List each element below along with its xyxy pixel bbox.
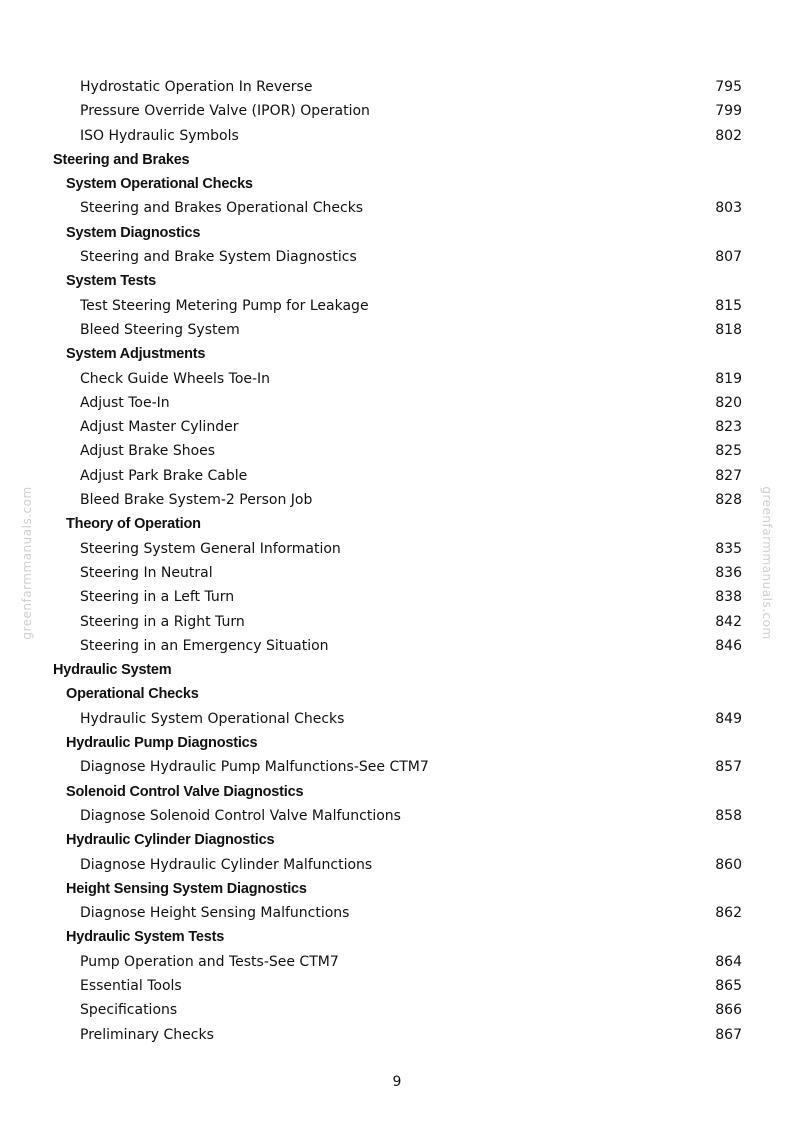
toc-entry-title: Steering in a Left Turn: [80, 589, 235, 606]
toc-subsection-heading: [0, 877, 794, 901]
toc-entry-page-number: 866: [715, 1002, 742, 1019]
toc-entry-page-number: 825: [715, 443, 742, 460]
toc-entry-page-number: 827: [715, 467, 742, 484]
watermark-left: greenfarmmanuals.com: [20, 486, 34, 640]
toc-entry-page-number: 799: [715, 103, 742, 120]
toc-entry-title: Hydraulic Pump Diagnostics: [66, 735, 258, 752]
toc-entry-page-number: 846: [715, 637, 742, 654]
toc-entry[interactable]: [0, 124, 794, 148]
toc-subsection-heading: [0, 269, 794, 293]
toc-entry[interactable]: [0, 974, 794, 998]
toc-subsection-heading: [0, 780, 794, 804]
toc-entry-title: Check Guide Wheels Toe-In: [80, 370, 271, 387]
toc-entry-page-number: 815: [715, 297, 742, 314]
toc-entry-page-number: 802: [715, 127, 742, 144]
toc-entry[interactable]: [0, 950, 794, 974]
toc-entry[interactable]: [0, 561, 794, 585]
toc-entry-title: Steering in an Emergency Situation: [80, 637, 329, 654]
toc-entry-title: Steering in a Right Turn: [80, 613, 245, 630]
toc-entry-page-number: 820: [715, 394, 742, 411]
toc-entry-title: Specifications: [80, 1002, 178, 1019]
toc-entry-title: Steering System General Information: [80, 540, 341, 557]
toc-entry-title: Solenoid Control Valve Diagnostics: [66, 783, 304, 800]
toc-entry[interactable]: [0, 464, 794, 488]
toc-entry[interactable]: [0, 415, 794, 439]
toc-entry-title: Adjust Park Brake Cable: [80, 467, 248, 484]
toc-entry-title: Adjust Brake Shoes: [80, 443, 216, 460]
toc-entry-page-number: 795: [715, 79, 742, 95]
toc-entry-title: Test Steering Metering Pump for Leakage: [80, 297, 369, 314]
toc-entry-title: Hydraulic System Operational Checks: [80, 710, 345, 727]
toc-entry[interactable]: [0, 1023, 794, 1047]
toc-entry[interactable]: [0, 245, 794, 269]
toc-entry-title: Theory of Operation: [66, 516, 201, 533]
toc-entry[interactable]: [0, 99, 794, 123]
toc-entry-title: Hydraulic System: [53, 662, 172, 679]
toc-entry-title: Preliminary Checks: [80, 1026, 214, 1043]
toc-entry-title: Hydraulic System Tests: [66, 929, 225, 946]
toc-entry[interactable]: [0, 804, 794, 828]
toc-entry[interactable]: [0, 367, 794, 391]
toc-subsection-heading: [0, 512, 794, 536]
toc-entry[interactable]: [0, 853, 794, 877]
toc-entry[interactable]: [0, 537, 794, 561]
toc-entry-page-number: 838: [715, 589, 742, 606]
toc-entry-title: Diagnose Height Sensing Malfunctions: [80, 905, 350, 922]
toc-subsection-heading: [0, 925, 794, 949]
toc-entry[interactable]: [0, 998, 794, 1022]
toc-entry-title: Hydrostatic Operation In Reverse: [80, 79, 313, 95]
toc-entry-page-number: 842: [715, 613, 742, 630]
toc-entry-title: Height Sensing System Diagnostics: [66, 880, 307, 897]
toc-entry[interactable]: [0, 585, 794, 609]
toc-subsection-heading: [0, 682, 794, 706]
toc-entry[interactable]: [0, 391, 794, 415]
toc-entry-title: Steering and Brake System Diagnostics: [80, 249, 357, 266]
toc-entry-page-number: 858: [715, 807, 742, 824]
toc-subsection-heading: [0, 172, 794, 196]
toc-entry-page-number: 857: [715, 759, 742, 776]
toc-entry[interactable]: [0, 318, 794, 342]
toc-entry-page-number: 864: [715, 953, 742, 970]
toc-entry[interactable]: [0, 294, 794, 318]
table-of-contents: [0, 75, 794, 1047]
toc-entry[interactable]: [0, 610, 794, 634]
toc-entry[interactable]: [0, 488, 794, 512]
toc-subsection-heading: [0, 731, 794, 755]
watermark-right: greenfarmmanuals.com: [760, 486, 774, 640]
toc-entry-title: Hydraulic Cylinder Diagnostics: [66, 832, 275, 849]
toc-entry-page-number: 818: [715, 321, 742, 338]
toc-subsection-heading: [0, 828, 794, 852]
toc-entry[interactable]: [0, 75, 794, 99]
page-number: 9: [392, 1074, 402, 1090]
toc-entry-page-number: 860: [715, 856, 742, 873]
toc-entry-page-number: 862: [715, 905, 742, 922]
toc-entry-title: System Operational Checks: [66, 176, 253, 193]
toc-entry-title: Bleed Steering System: [80, 321, 240, 338]
toc-subsection-heading: [0, 342, 794, 366]
toc-entry-page-number: 803: [715, 200, 742, 217]
toc-entry-title: System Diagnostics: [66, 224, 201, 241]
toc-entry[interactable]: [0, 634, 794, 658]
toc-entry-page-number: 835: [715, 540, 742, 557]
toc-entry-title: Diagnose Hydraulic Cylinder Malfunctions: [80, 856, 373, 873]
toc-entry[interactable]: [0, 707, 794, 731]
toc-section-heading: [0, 658, 794, 682]
toc-entry-title: Bleed Brake System-2 Person Job: [80, 492, 313, 509]
toc-entry-title: Diagnose Hydraulic Pump Malfunctions-See CTM7: [80, 759, 429, 776]
toc-entry-page-number: 865: [715, 977, 742, 994]
toc-entry-page-number: 819: [715, 370, 742, 387]
toc-entry-page-number: 823: [715, 419, 742, 436]
toc-entry-title: Diagnose Solenoid Control Valve Malfunctions: [80, 807, 401, 824]
toc-entry-title: Steering In Neutral: [80, 564, 213, 581]
toc-entry-title: System Tests: [66, 273, 157, 290]
toc-entry-title: Pump Operation and Tests-See CTM7: [80, 953, 339, 970]
toc-subsection-heading: [0, 221, 794, 245]
toc-entry[interactable]: [0, 755, 794, 779]
toc-entry-page-number: 849: [715, 710, 742, 727]
toc-entry-title: Pressure Override Valve (IPOR) Operation: [80, 103, 370, 120]
toc-entry-page-number: 828: [715, 492, 742, 509]
toc-section-heading: [0, 148, 794, 172]
toc-entry-title: Adjust Master Cylinder: [80, 419, 239, 436]
toc-entry-page-number: 807: [715, 249, 742, 266]
toc-entry-title: Adjust Toe-In: [80, 394, 170, 411]
toc-entry-title: ISO Hydraulic Symbols: [80, 127, 239, 144]
toc-entry[interactable]: [0, 196, 794, 220]
toc-entry-title: System Adjustments: [66, 346, 206, 363]
toc-entry-page-number: 867: [715, 1026, 742, 1043]
toc-entry-title: Essential Tools: [80, 977, 182, 994]
toc-entry-title: Steering and Brakes Operational Checks: [80, 200, 364, 217]
toc-entry-title: Operational Checks: [66, 686, 199, 703]
toc-entry-title: Steering and Brakes: [53, 151, 190, 168]
toc-entry[interactable]: [0, 901, 794, 925]
toc-entry[interactable]: [0, 439, 794, 463]
toc-entry-page-number: 836: [715, 564, 742, 581]
